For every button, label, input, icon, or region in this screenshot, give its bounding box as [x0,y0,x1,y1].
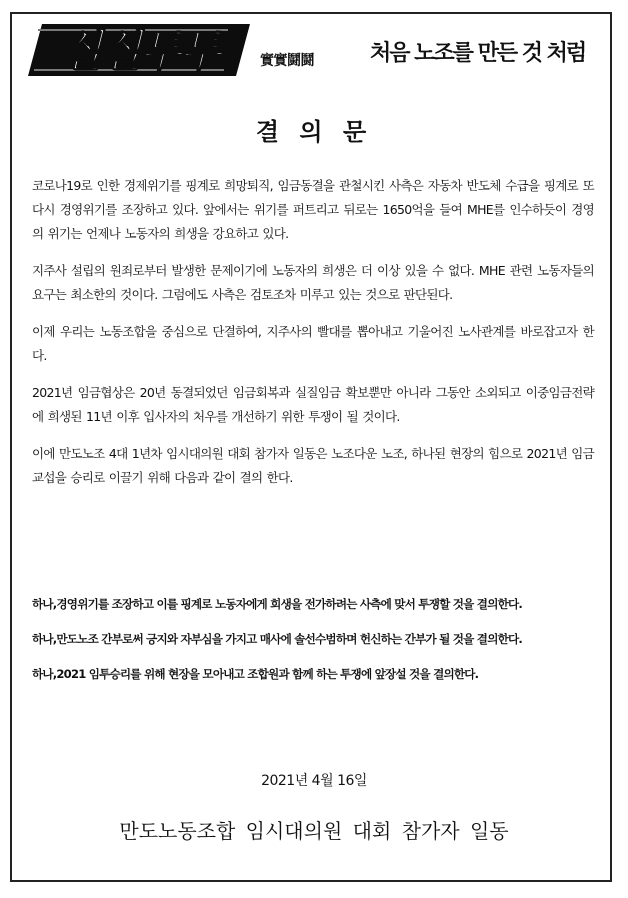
logo-text: 실실투투 [59,26,219,77]
paragraph: 이에 만도노조 4대 1년차 임시대의원 대회 참가자 일동은 노조다운 노조, 하나된 현장의 힘으로 2021년 임금교섭을 승리로 이끌기 위해 다음과 같이 결의 한다. [32,446,594,485]
hanja-caption: 實實鬪鬪 [260,53,314,69]
resolution-list [32,593,594,698]
paragraph: 지주사 설립의 원죄로부터 발생한 문제이기에 노동자의 희생은 더 이상 있을 수 없다. MHE 관련 노동자들의 요구는 최소한의 것이다. 그럼에도 사측은 검토조차 미루고 있는 것으로 판단된다. [32,263,594,302]
resolution-item [32,663,594,685]
resolution-lead: 하나, [32,597,57,611]
resolution-item [32,628,594,650]
resolution-item [32,593,594,615]
document-body [32,174,594,503]
resolution-text: 경영위기를 조장하고 이를 핑계로 노동자에게 희생을 전가하려는 사측에 맞서 투쟁할 것을 결의한다. [56,597,522,611]
resolution-text: 2021 임투승리를 위해 현장을 모아내고 조합원과 함께 하는 투쟁에 앞장설 것을 결의한다. [56,667,479,681]
resolution-text: 만도노조 간부로써 긍지와 자부심을 가지고 매사에 솔선수범하며 헌신하는 간부가 될 것을 결의한다. [56,632,522,646]
paragraph: 2021년 임금협상은 20년 동결되었던 임금회복과 실질임금 확보뿐만 아니라 그동안 소외되고 이중임금전략에 희생된 11년 이후 입사자의 처우를 개선하기 위한 투쟁이 될 것이다. [32,385,594,424]
slogan: 처음 노조를 만든 것 처럼 [370,41,586,66]
resolution-lead: 하나, [32,632,57,646]
document-date: 2021년 4월 16일 [261,773,367,789]
paragraph: 이제 우리는 노동조합을 중심으로 단결하여, 지주사의 빨대를 뽑아내고 기울어진 노사관계를 바로잡고자 한다. [32,324,594,363]
signature: 만도노동조합 임시대의원 대회 참가자 일동 [119,819,509,843]
paragraph: 코로나19로 인한 경제위기를 핑계로 희망퇴직, 임금동결을 관철시킨 사측은 자동차 반도체 수급을 핑계로 또다시 경영위기를 조장하고 있다. 앞에서는 위기를 퍼트리고 뒤로는 1650억을 들여 MHE를 인수하듯이 경영의 위기는 언제나 노동자의 희생을 강요하고 있다. [32,178,594,241]
document-title: 결 의 문 [255,118,373,146]
logo [28,20,250,80]
resolution-lead: 하나, [32,667,57,681]
